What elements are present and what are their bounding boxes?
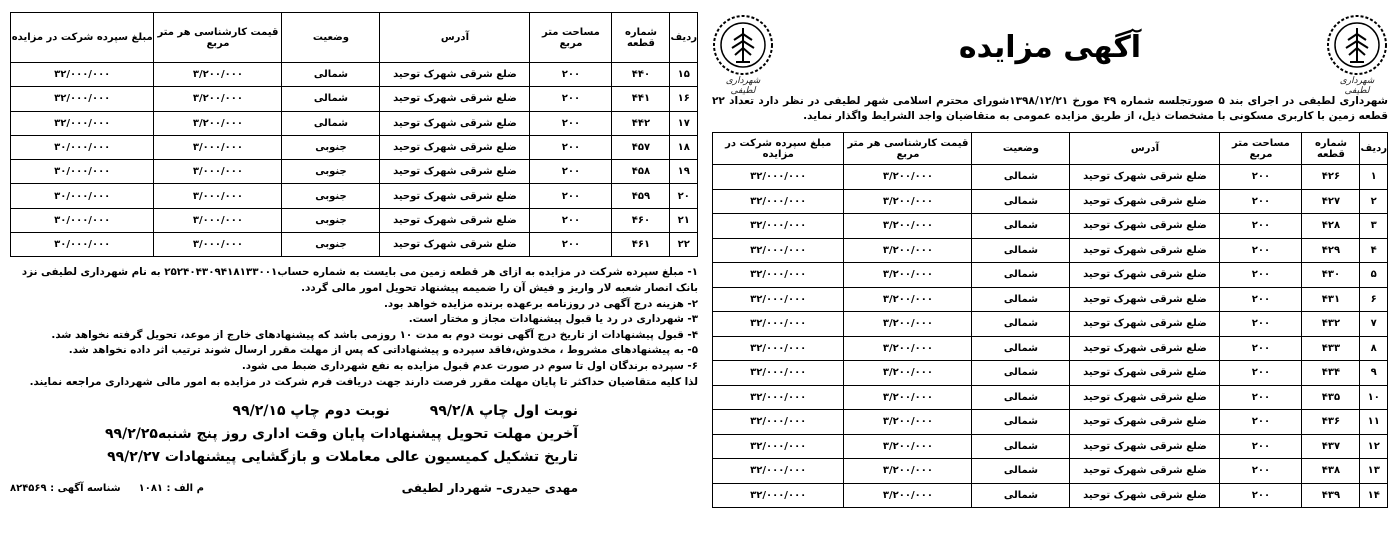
table-row [11,135,698,159]
cell-price: ۳/۲۰۰/۰۰۰ [844,238,972,263]
ad-code: م الف : ۱۰۸۱ [138,482,204,494]
cell-price: ۳/۰۰۰/۰۰۰ [154,160,282,184]
cell-row: ۲۲ [670,233,698,257]
cell-deposit: ۳۲/۰۰۰/۰۰۰ [11,87,154,111]
cell-deposit: ۳۲/۰۰۰/۰۰۰ [713,165,844,190]
table-row [713,214,1388,239]
cell-price: ۳/۲۰۰/۰۰۰ [844,385,972,410]
cell-status: شمالی [282,63,380,87]
cell-deposit: ۳۲/۰۰۰/۰۰۰ [11,111,154,135]
ad-header [712,12,1388,96]
cell-address: ضلع شرقی شهرک توحید [1070,434,1220,459]
cell-address: ضلع شرقی شهرک توحید [1070,385,1220,410]
cell-plot: ۴۶۰ [612,208,670,232]
cell-deposit: ۳۲/۰۰۰/۰۰۰ [713,459,844,484]
cell-row: ۲ [1360,189,1388,214]
col-area: مساحت متر مربع [1220,133,1302,165]
cell-area: ۲۰۰ [1220,165,1302,190]
cell-address: ضلع شرقی شهرک توحید [380,135,530,159]
cell-address: ضلع شرقی شهرک توحید [1070,165,1220,190]
cell-price: ۳/۲۰۰/۰۰۰ [844,189,972,214]
cell-status: جنوبی [282,208,380,232]
cell-area: ۲۰۰ [1220,483,1302,508]
col-row: ردیف [670,13,698,63]
cell-price: ۳/۲۰۰/۰۰۰ [844,165,972,190]
cell-price: ۳/۲۰۰/۰۰۰ [844,336,972,361]
cell-price: ۳/۰۰۰/۰۰۰ [154,233,282,257]
cell-plot: ۴۵۹ [612,184,670,208]
cell-status: شمالی [282,87,380,111]
cell-plot: ۴۵۸ [612,160,670,184]
conditions-notes [10,265,698,390]
cell-area: ۲۰۰ [1220,263,1302,288]
cell-price: ۳/۲۰۰/۰۰۰ [844,434,972,459]
cell-deposit: ۳۲/۰۰۰/۰۰۰ [713,385,844,410]
cell-address: ضلع شرقی شهرک توحید [380,233,530,257]
cell-status: جنوبی [282,135,380,159]
cell-plot: ۴۴۲ [612,111,670,135]
cell-row: ۹ [1360,361,1388,386]
cell-price: ۳/۲۰۰/۰۰۰ [844,214,972,239]
cell-address: ضلع شرقی شهرک توحید [1070,459,1220,484]
cell-status: شمالی [972,287,1070,312]
table-row [11,87,698,111]
col-address: آدرس [380,13,530,63]
cell-plot: ۴۳۵ [1302,385,1360,410]
cell-plot: ۴۲۸ [1302,214,1360,239]
cell-area: ۲۰۰ [1220,189,1302,214]
cell-price: ۳/۰۰۰/۰۰۰ [154,184,282,208]
cell-area: ۲۰۰ [1220,361,1302,386]
col-price: قیمت کارشناسی هر متر مربع [844,133,972,165]
left-column [10,12,698,542]
cell-row: ۸ [1360,336,1388,361]
cell-row: ۱۴ [1360,483,1388,508]
cell-address: ضلع شرقی شهرک توحید [380,160,530,184]
cell-status: شمالی [972,238,1070,263]
cell-plot: ۴۳۸ [1302,459,1360,484]
col-area: مساحت متر مربع [530,13,612,63]
cell-plot: ۴۴۱ [612,87,670,111]
cell-status: جنوبی [282,233,380,257]
note-item: ۵- به پیشنهادهای مشروط ، مخدوش،فاقد سپرده و پیشنهاداتی که پس از مهلت مقرر ارسال شوند ترتیب اثر داده نخواهد شد. [68,344,698,357]
cell-area: ۲۰۰ [530,233,612,257]
cell-area: ۲۰۰ [530,135,612,159]
cell-status: شمالی [972,312,1070,337]
ad-meta [10,483,204,494]
table-row [713,336,1388,361]
note-item: ۳- شهرداری در رد یا قبول پیشنهادات مجاز و مختار است. [408,313,698,326]
cell-price: ۳/۲۰۰/۰۰۰ [844,287,972,312]
cell-price: ۳/۲۰۰/۰۰۰ [844,459,972,484]
cell-area: ۲۰۰ [530,184,612,208]
cell-deposit: ۳۰/۰۰۰/۰۰۰ [11,208,154,232]
cell-status: شمالی [972,410,1070,435]
cell-price: ۳/۲۰۰/۰۰۰ [844,483,972,508]
second-print-date: نوبت دوم چاپ ۹۹/۲/۱۵ [232,403,390,420]
table-row [713,189,1388,214]
col-plot: شماره قطعه [612,13,670,63]
cell-plot: ۴۲۷ [1302,189,1360,214]
cell-row: ۱۱ [1360,410,1388,435]
cell-address: ضلع شرقی شهرک توحید [380,208,530,232]
cell-status: شمالی [972,263,1070,288]
cell-row: ۴ [1360,238,1388,263]
logo-caption: شهرداری لطیفی [1339,76,1375,96]
table-row [713,312,1388,337]
cell-row: ۱۷ [670,111,698,135]
cell-status: شمالی [972,336,1070,361]
cell-address: ضلع شرقی شهرک توحید [1070,312,1220,337]
cell-deposit: ۳۲/۰۰۰/۰۰۰ [713,410,844,435]
cell-row: ۲۰ [670,184,698,208]
note-item: ۲- هزینه درج آگهی در روزنامه برعهده برنده مزایده خواهد بود. [384,297,698,310]
cell-row: ۱۰ [1360,385,1388,410]
cell-status: شمالی [972,483,1070,508]
table-row [11,184,698,208]
cell-deposit: ۳۲/۰۰۰/۰۰۰ [713,483,844,508]
cell-plot: ۴۳۶ [1302,410,1360,435]
cell-area: ۲۰۰ [1220,434,1302,459]
cell-area: ۲۰۰ [1220,385,1302,410]
table-row [11,233,698,257]
cell-row: ۱۲ [1360,434,1388,459]
cell-area: ۲۰۰ [1220,410,1302,435]
cell-status: شمالی [972,459,1070,484]
cell-area: ۲۰۰ [1220,238,1302,263]
cell-area: ۲۰۰ [530,87,612,111]
table-row [713,263,1388,288]
cell-status: شمالی [972,361,1070,386]
col-price: قیمت کارشناسی هر متر مربع [154,13,282,63]
cell-plot: ۴۳۲ [1302,312,1360,337]
cell-price: ۳/۲۰۰/۰۰۰ [154,63,282,87]
cell-plot: ۴۶۱ [612,233,670,257]
table-row [713,434,1388,459]
table-row [713,385,1388,410]
cell-address: ضلع شرقی شهرک توحید [1070,189,1220,214]
intro-paragraph: شهرداری لطیفی در اجرای بند ۵ صورتجلسه شماره ۴۹ مورخ ۱۳۹۸/۱۲/۲۱شورای محترم اسلامی شهر لطیفی در نظر دارد تعداد ۲۲ قطعه زمین با کاربری مسکونی با مشخصات ذیل، از طریق مزایده عمومی به متقاضیان واجد الشرایط واگذار نماید. [712,95,1388,122]
col-status: وضعیت [972,133,1070,165]
col-deposit: مبلغ سپرده شرکت در مزایده [713,133,844,165]
cell-price: ۳/۰۰۰/۰۰۰ [154,208,282,232]
cell-deposit: ۳۲/۰۰۰/۰۰۰ [713,312,844,337]
cell-address: ضلع شرقی شهرک توحید [1070,238,1220,263]
cell-row: ۱۹ [670,160,698,184]
cell-status: شمالی [972,189,1070,214]
cell-deposit: ۳۰/۰۰۰/۰۰۰ [11,135,154,159]
cell-plot: ۴۳۴ [1302,361,1360,386]
table-row [713,361,1388,386]
cell-address: ضلع شرقی شهرک توحید [1070,287,1220,312]
cell-deposit: ۳۲/۰۰۰/۰۰۰ [713,434,844,459]
cell-price: ۳/۲۰۰/۰۰۰ [154,87,282,111]
plots-table-right [712,132,1388,508]
cell-deposit: ۳۲/۰۰۰/۰۰۰ [713,361,844,386]
cell-row: ۵ [1360,263,1388,288]
print-dates [10,400,578,423]
cell-status: جنوبی [282,184,380,208]
cell-address: ضلع شرقی شهرک توحید [1070,483,1220,508]
cell-status: شمالی [972,165,1070,190]
cell-address: ضلع شرقی شهرک توحید [1070,263,1220,288]
first-print-date: نوبت اول چاپ ۹۹/۲/۸ [429,403,578,420]
cell-status: شمالی [972,385,1070,410]
cell-area: ۲۰۰ [530,208,612,232]
cell-row: ۱ [1360,165,1388,190]
cell-price: ۳/۲۰۰/۰۰۰ [844,263,972,288]
cell-area: ۲۰۰ [530,160,612,184]
cell-status: جنوبی [282,160,380,184]
cell-address: ضلع شرقی شهرک توحید [380,63,530,87]
cell-deposit: ۳۰/۰۰۰/۰۰۰ [11,233,154,257]
mayor-signature: مهدی حیدری– شهردار لطیفی [401,481,578,496]
cell-plot: ۴۵۷ [612,135,670,159]
cell-price: ۳/۰۰۰/۰۰۰ [154,135,282,159]
cell-plot: ۴۲۹ [1302,238,1360,263]
cell-area: ۲۰۰ [530,63,612,87]
cell-price: ۳/۲۰۰/۰۰۰ [844,410,972,435]
important-dates [10,400,698,469]
cell-deposit: ۳۲/۰۰۰/۰۰۰ [11,63,154,87]
cell-row: ۱۸ [670,135,698,159]
ad-footer [10,481,698,495]
cell-price: ۳/۲۰۰/۰۰۰ [844,361,972,386]
table-row [713,483,1388,508]
table-row [11,111,698,135]
table-header-row [11,13,698,63]
cell-address: ضلع شرقی شهرک توحید [380,184,530,208]
note-item: ۶- سپرده برندگان اول تا سوم در صورت عدم قبول مزایده به نفع شهرداری ضبط می شود. [241,359,698,372]
col-plot: شماره قطعه [1302,133,1360,165]
note-item: لذا کلیه متقاضیان حداکثر تا پایان مهلت مقرر فرصت دارند جهت دریافت فرم شرکت در مزایده به امور مالی شهرداری مراجعه نمایند. [29,375,698,388]
cell-plot: ۴۲۶ [1302,165,1360,190]
cell-price: ۳/۲۰۰/۰۰۰ [154,111,282,135]
cell-status: شمالی [972,214,1070,239]
cell-row: ۶ [1360,287,1388,312]
cell-address: ضلع شرقی شهرک توحید [1070,214,1220,239]
cell-deposit: ۳۲/۰۰۰/۰۰۰ [713,336,844,361]
plots-table-left [10,12,698,257]
cell-area: ۲۰۰ [1220,214,1302,239]
col-row: ردیف [1360,133,1388,165]
cell-deposit: ۳۲/۰۰۰/۰۰۰ [713,238,844,263]
cell-deposit: ۳۲/۰۰۰/۰۰۰ [713,214,844,239]
cell-plot: ۴۳۱ [1302,287,1360,312]
cell-plot: ۴۳۷ [1302,434,1360,459]
submission-deadline: آخرین مهلت تحویل پیشنهادات پایان وقت اداری روز پنج شنبه۹۹/۲/۲۵ [105,426,578,443]
cell-deposit: ۳۰/۰۰۰/۰۰۰ [11,160,154,184]
cell-row: ۱۵ [670,63,698,87]
cell-area: ۲۰۰ [1220,459,1302,484]
cell-plot: ۴۳۹ [1302,483,1360,508]
right-column [712,12,1388,542]
cell-address: ضلع شرقی شهرک توحید [380,111,530,135]
cell-area: ۲۰۰ [1220,312,1302,337]
commission-date: تاریخ تشکیل کمیسیون عالی معاملات و بازگشایی پیشنهادات ۹۹/۲/۲۷ [107,449,578,466]
table-row [11,208,698,232]
table-row [11,63,698,87]
ad-id: شناسه آگهی : ۸۲۴۵۶۹ [10,482,121,494]
cell-row: ۱۶ [670,87,698,111]
col-deposit: مبلغ سپرده شرکت در مزایده [11,13,154,63]
municipality-logo-left [712,14,774,96]
table-row [713,238,1388,263]
table-row [713,459,1388,484]
cell-status: شمالی [282,111,380,135]
cell-status: شمالی [972,434,1070,459]
note-item: ۴- قبول پیشنهادات از تاریخ درج آگهی نوبت دوم به مدت ۱۰ روزمی باشد که پیشنهادهای خارج از موعد، تحویل گرفته نخواهد شد. [51,328,698,341]
emblem-icon [712,14,774,76]
cell-address: ضلع شرقی شهرک توحید [1070,361,1220,386]
cell-deposit: ۳۲/۰۰۰/۰۰۰ [713,189,844,214]
cell-plot: ۴۴۰ [612,63,670,87]
cell-address: ضلع شرقی شهرک توحید [1070,336,1220,361]
logo-caption: شهرداری لطیفی [725,76,761,96]
cell-deposit: ۳۰/۰۰۰/۰۰۰ [11,184,154,208]
cell-price: ۳/۲۰۰/۰۰۰ [844,312,972,337]
cell-plot: ۴۳۳ [1302,336,1360,361]
cell-address: ضلع شرقی شهرک توحید [380,87,530,111]
cell-area: ۲۰۰ [530,111,612,135]
cell-deposit: ۳۲/۰۰۰/۰۰۰ [713,263,844,288]
table-row [11,160,698,184]
cell-plot: ۴۳۰ [1302,263,1360,288]
cell-row: ۱۳ [1360,459,1388,484]
col-address: آدرس [1070,133,1220,165]
cell-row: ۷ [1360,312,1388,337]
cell-address: ضلع شرقی شهرک توحید [1070,410,1220,435]
table-row [713,165,1388,190]
cell-row: ۳ [1360,214,1388,239]
note-item: ۱- مبلغ سپرده شرکت در مزایده به ازای هر قطعه زمین می بایست به شماره حساب۲۵۲۴۰۴۳۰۹۴۱۸۱۳۳۰۰۱ به نام شهرداری لطیفی نزد بانک انصار شعبه لار واریز و فیش آن را ضمیمه پیشنهاد تحویل امور مالی گردد. [21,266,698,294]
table-header-row [713,133,1388,165]
cell-row: ۲۱ [670,208,698,232]
cell-area: ۲۰۰ [1220,287,1302,312]
col-status: وضعیت [282,13,380,63]
cell-area: ۲۰۰ [1220,336,1302,361]
table-row [713,410,1388,435]
ad-title: آگهی مزایده [958,30,1142,65]
cell-deposit: ۳۲/۰۰۰/۰۰۰ [713,287,844,312]
table-row [713,287,1388,312]
